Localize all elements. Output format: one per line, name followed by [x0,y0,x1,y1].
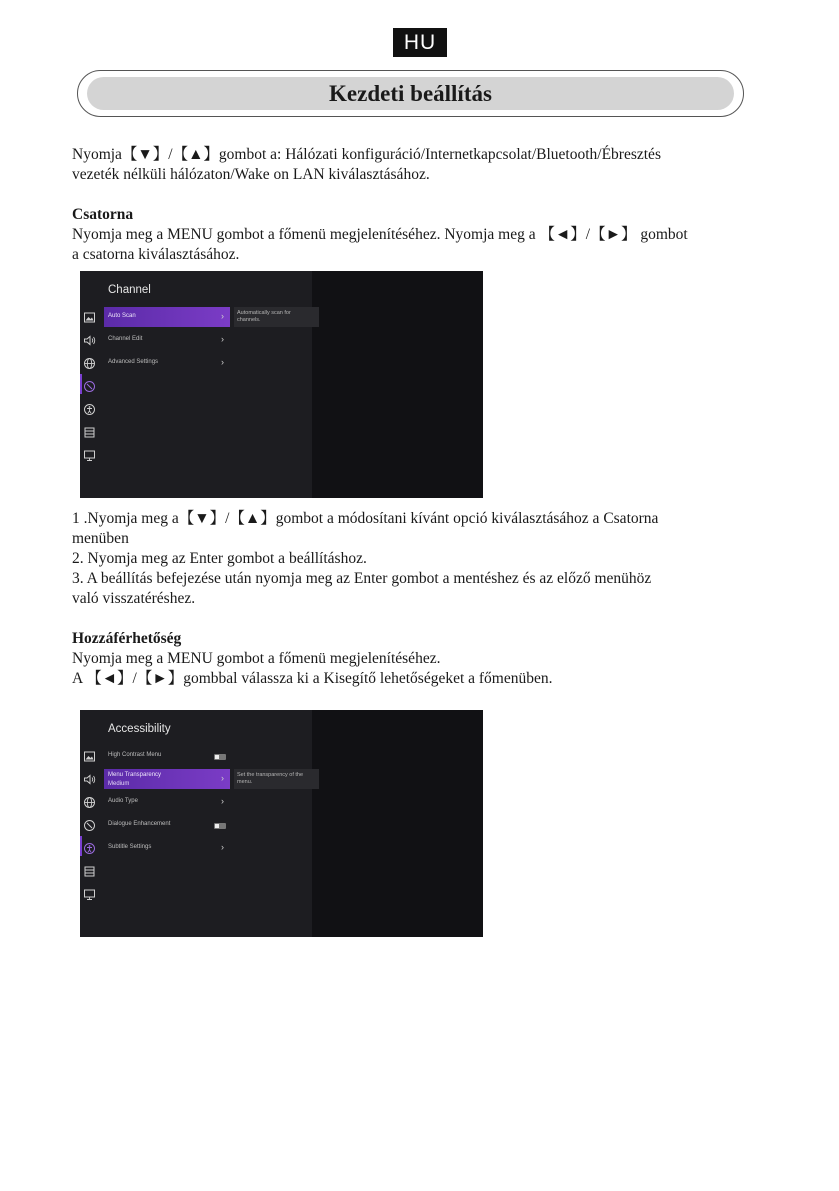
step-1-line-1: 1 .Nyomja meg a【▼】/【▲】gombot a módosítani kívánt opció kiválasztásához a Csatorna [72,510,659,527]
support-icon[interactable] [83,888,96,901]
title-frame [77,70,744,117]
support-icon[interactable] [83,449,96,462]
toggle-switch[interactable] [214,823,226,829]
step-3-line-1: 3. A beállítás befejezése után nyomja meg az Enter gombot a mentéshez és az előző menühöz [72,570,652,587]
menu-item-label: Channel Edit [108,336,143,342]
chevron-right-icon: › [221,773,224,783]
channel-line-1: Nyomja meg a MENU gombot a főmenü megjelenítéséhez. Nyomja meg a 【◄】/【►】 gombot [72,226,688,243]
step-3-line-2: való visszatéréshez. [72,590,196,607]
chevron-right-icon: › [221,842,224,852]
intro-line-1: Nyomja【▼】/【▲】gombot a: Hálózati konfiguráció/Internetkapcsolat/Bluetooth/Ébresztés [72,146,661,163]
category-icon-column [80,710,100,937]
accessibility-icon[interactable] [83,403,96,416]
toggle-switch[interactable] [214,754,226,760]
network-icon[interactable] [83,796,96,809]
active-category-indicator [80,836,82,856]
channel-line-2: a csatorna kiválasztásához. [72,246,240,263]
sound-icon[interactable] [83,334,96,347]
menu-item-label: High Contrast Menu [108,752,162,758]
menu-item-channel-edit[interactable] [104,330,230,350]
sound-icon[interactable] [83,773,96,786]
channel-icon[interactable] [83,380,96,393]
category-icon-column [80,271,100,498]
help-tooltip [234,307,319,327]
accessibility-line-2: A 【◄】/【►】gombbal válassza ki a Kisegítő lehetőségeket a főmenüben. [72,670,553,687]
accessibility-icon[interactable] [83,842,96,855]
menu-item-dialogue-enhancement[interactable] [104,815,230,835]
channel-icon[interactable] [83,819,96,832]
system-icon[interactable] [83,865,96,878]
menu-item-label: Subtitle Settings [108,844,152,850]
intro-line-2: vezeték nélküli hálózaton/Wake on LAN kiválasztásához. [72,166,430,183]
channel-menu-screenshot [80,271,483,498]
menu-item-menu-transparency[interactable] [104,769,230,789]
active-category-indicator [80,374,82,394]
accessibility-line-1: Nyomja meg a MENU gombot a főmenü megjelenítéséhez. [72,650,441,667]
menu-item-label: Dialogue Enhancement [108,821,171,827]
menu-item-label: Audio Type [108,798,138,804]
help-text: Automatically scan for channels. [237,310,291,323]
menu-panel [80,271,312,498]
menu-item-label: Menu Transparency [108,772,162,778]
step-1-line-2: menüben [72,530,129,547]
menu-item-auto-scan[interactable] [104,307,230,327]
system-icon[interactable] [83,426,96,439]
picture-icon[interactable] [83,311,96,324]
accessibility-menu-screenshot [80,710,483,937]
menu-item-high-contrast[interactable] [104,746,230,766]
menu-item-value: Medium [108,781,130,787]
language-badge: HU [393,28,447,57]
chevron-right-icon: › [221,796,224,806]
page-title: Kezdeti beállítás [87,77,734,110]
network-icon[interactable] [83,357,96,370]
step-2: 2. Nyomja meg az Enter gombot a beállításhoz. [72,550,367,567]
chevron-right-icon: › [221,334,224,344]
channel-heading: Csatorna [72,206,134,223]
menu-title: Accessibility [108,723,171,735]
menu-item-audio-type[interactable] [104,792,230,812]
help-tooltip [234,769,319,789]
chevron-right-icon: › [221,357,224,367]
menu-item-label: Auto Scan [108,313,136,319]
help-text: Set the transparency of the menu. [237,772,304,785]
menu-title: Channel [108,284,151,296]
accessibility-heading: Hozzáférhetőség [72,630,182,647]
menu-item-advanced-settings[interactable] [104,353,230,373]
menu-item-subtitle-settings[interactable] [104,838,230,858]
menu-item-label: Advanced Settings [108,359,159,365]
chevron-right-icon: › [221,311,224,321]
picture-icon[interactable] [83,750,96,763]
